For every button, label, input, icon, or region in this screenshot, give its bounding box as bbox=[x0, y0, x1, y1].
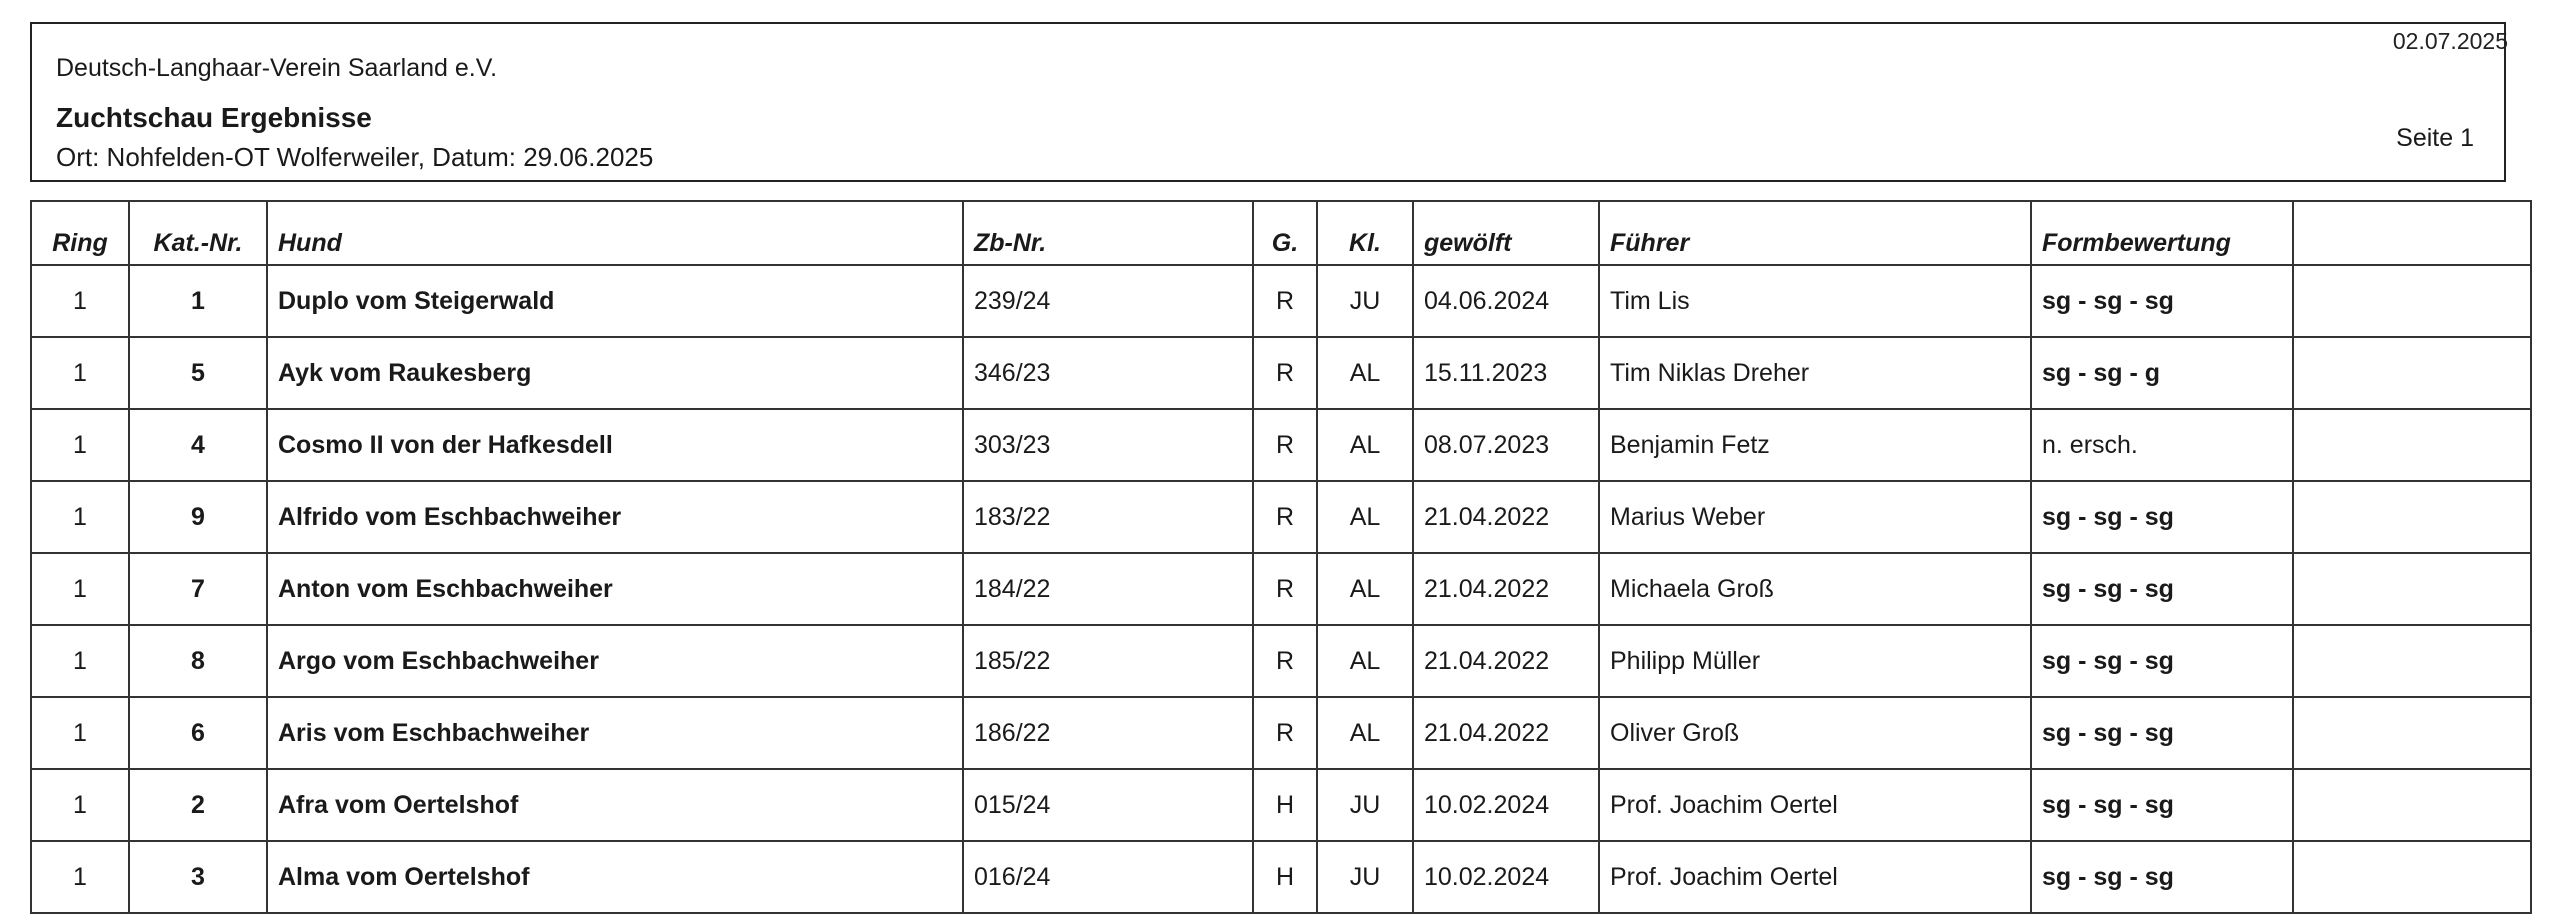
cell-ring: 1 bbox=[31, 409, 129, 481]
cell-hund: Cosmo II von der Hafkesdell bbox=[267, 409, 963, 481]
column-header-gewoelft: gewölft bbox=[1413, 201, 1599, 265]
cell-fuehrer: Oliver Groß bbox=[1599, 697, 2031, 769]
cell-extra bbox=[2293, 481, 2531, 553]
cell-formbewertung: sg - sg - sg bbox=[2031, 769, 2293, 841]
cell-klasse: JU bbox=[1317, 841, 1413, 913]
cell-formbewertung: sg - sg - sg bbox=[2031, 841, 2293, 913]
cell-formbewertung: sg - sg - g bbox=[2031, 337, 2293, 409]
cell-fuehrer: Benjamin Fetz bbox=[1599, 409, 2031, 481]
cell-geschlecht: R bbox=[1253, 265, 1317, 337]
column-header-extra bbox=[2293, 201, 2531, 265]
cell-zb-nr: 346/23 bbox=[963, 337, 1253, 409]
cell-kat-nr: 5 bbox=[129, 337, 267, 409]
table-row bbox=[31, 481, 2531, 553]
cell-zb-nr: 016/24 bbox=[963, 841, 1253, 913]
cell-zb-nr: 186/22 bbox=[963, 697, 1253, 769]
cell-zb-nr: 185/22 bbox=[963, 625, 1253, 697]
results-table bbox=[30, 200, 2532, 914]
cell-kat-nr: 4 bbox=[129, 409, 267, 481]
cell-fuehrer: Prof. Joachim Oertel bbox=[1599, 769, 2031, 841]
location-date-line: Ort: Nohfelden-OT Wolferweiler, Datum: 29.06.2025 bbox=[56, 142, 654, 172]
cell-kat-nr: 8 bbox=[129, 625, 267, 697]
cell-extra bbox=[2293, 625, 2531, 697]
cell-kat-nr: 9 bbox=[129, 481, 267, 553]
cell-kat-nr: 2 bbox=[129, 769, 267, 841]
cell-hund: Aris vom Eschbachweiher bbox=[267, 697, 963, 769]
table-row bbox=[31, 697, 2531, 769]
organization-name: Deutsch-Langhaar-Verein Saarland e.V. bbox=[56, 54, 498, 82]
table-row bbox=[31, 409, 2531, 481]
cell-geschlecht: R bbox=[1253, 625, 1317, 697]
column-header-geschlecht: G. bbox=[1253, 201, 1317, 265]
cell-formbewertung: sg - sg - sg bbox=[2031, 625, 2293, 697]
cell-ring: 1 bbox=[31, 337, 129, 409]
cell-hund: Anton vom Eschbachweiher bbox=[267, 553, 963, 625]
cell-ring: 1 bbox=[31, 481, 129, 553]
column-header-hund: Hund bbox=[267, 201, 963, 265]
cell-ring: 1 bbox=[31, 265, 129, 337]
cell-geschlecht: R bbox=[1253, 409, 1317, 481]
table-row bbox=[31, 841, 2531, 913]
cell-gewoelft: 21.04.2022 bbox=[1413, 553, 1599, 625]
cell-geschlecht: H bbox=[1253, 841, 1317, 913]
cell-ring: 1 bbox=[31, 769, 129, 841]
cell-zb-nr: 303/23 bbox=[963, 409, 1253, 481]
cell-gewoelft: 04.06.2024 bbox=[1413, 265, 1599, 337]
document-header bbox=[30, 22, 2506, 182]
cell-gewoelft: 15.11.2023 bbox=[1413, 337, 1599, 409]
print-date: 02.07.2025 bbox=[2392, 28, 2508, 54]
cell-fuehrer: Philipp Müller bbox=[1599, 625, 2031, 697]
cell-gewoelft: 21.04.2022 bbox=[1413, 481, 1599, 553]
page-number: Seite 1 bbox=[2396, 124, 2474, 152]
cell-zb-nr: 184/22 bbox=[963, 553, 1253, 625]
cell-gewoelft: 21.04.2022 bbox=[1413, 625, 1599, 697]
cell-ring: 1 bbox=[31, 841, 129, 913]
cell-kat-nr: 7 bbox=[129, 553, 267, 625]
cell-ring: 1 bbox=[31, 553, 129, 625]
cell-fuehrer: Tim Lis bbox=[1599, 265, 2031, 337]
cell-extra bbox=[2293, 265, 2531, 337]
cell-zb-nr: 015/24 bbox=[963, 769, 1253, 841]
cell-gewoelft: 10.02.2024 bbox=[1413, 769, 1599, 841]
cell-hund: Ayk vom Raukesberg bbox=[267, 337, 963, 409]
cell-ring: 1 bbox=[31, 625, 129, 697]
cell-extra bbox=[2293, 769, 2531, 841]
table-row bbox=[31, 769, 2531, 841]
table-row bbox=[31, 553, 2531, 625]
cell-kat-nr: 1 bbox=[129, 265, 267, 337]
cell-klasse: AL bbox=[1317, 481, 1413, 553]
cell-ring: 1 bbox=[31, 697, 129, 769]
cell-extra bbox=[2293, 409, 2531, 481]
cell-formbewertung: sg - sg - sg bbox=[2031, 265, 2293, 337]
cell-gewoelft: 21.04.2022 bbox=[1413, 697, 1599, 769]
cell-gewoelft: 10.02.2024 bbox=[1413, 841, 1599, 913]
cell-geschlecht: R bbox=[1253, 553, 1317, 625]
cell-hund: Duplo vom Steigerwald bbox=[267, 265, 963, 337]
cell-klasse: JU bbox=[1317, 265, 1413, 337]
cell-kat-nr: 3 bbox=[129, 841, 267, 913]
cell-klasse: AL bbox=[1317, 697, 1413, 769]
cell-geschlecht: H bbox=[1253, 769, 1317, 841]
column-header-klasse: Kl. bbox=[1317, 201, 1413, 265]
cell-formbewertung: n. ersch. bbox=[2031, 409, 2293, 481]
cell-gewoelft: 08.07.2023 bbox=[1413, 409, 1599, 481]
cell-geschlecht: R bbox=[1253, 481, 1317, 553]
cell-klasse: AL bbox=[1317, 553, 1413, 625]
cell-fuehrer: Prof. Joachim Oertel bbox=[1599, 841, 2031, 913]
cell-formbewertung: sg - sg - sg bbox=[2031, 553, 2293, 625]
cell-fuehrer: Tim Niklas Dreher bbox=[1599, 337, 2031, 409]
cell-extra bbox=[2293, 337, 2531, 409]
cell-klasse: AL bbox=[1317, 409, 1413, 481]
cell-formbewertung: sg - sg - sg bbox=[2031, 481, 2293, 553]
cell-fuehrer: Marius Weber bbox=[1599, 481, 2031, 553]
table-row bbox=[31, 337, 2531, 409]
column-header-ring: Ring bbox=[31, 201, 129, 265]
cell-fuehrer: Michaela Groß bbox=[1599, 553, 2031, 625]
cell-extra bbox=[2293, 841, 2531, 913]
table-row bbox=[31, 265, 2531, 337]
cell-zb-nr: 183/22 bbox=[963, 481, 1253, 553]
cell-klasse: AL bbox=[1317, 625, 1413, 697]
cell-hund: Alfrido vom Eschbachweiher bbox=[267, 481, 963, 553]
cell-geschlecht: R bbox=[1253, 697, 1317, 769]
column-header-formbewertung: Formbewertung bbox=[2031, 201, 2293, 265]
results-table-container bbox=[30, 200, 2530, 914]
cell-zb-nr: 239/24 bbox=[963, 265, 1253, 337]
cell-kat-nr: 6 bbox=[129, 697, 267, 769]
cell-hund: Afra vom Oertelshof bbox=[267, 769, 963, 841]
document-title: Zuchtschau Ergebnisse bbox=[56, 102, 372, 133]
cell-klasse: AL bbox=[1317, 337, 1413, 409]
table-row bbox=[31, 625, 2531, 697]
column-header-kat-nr: Kat.-Nr. bbox=[129, 201, 267, 265]
cell-geschlecht: R bbox=[1253, 337, 1317, 409]
table-header-row bbox=[31, 201, 2531, 265]
cell-extra bbox=[2293, 697, 2531, 769]
cell-hund: Argo vom Eschbachweiher bbox=[267, 625, 963, 697]
cell-hund: Alma vom Oertelshof bbox=[267, 841, 963, 913]
cell-formbewertung: sg - sg - sg bbox=[2031, 697, 2293, 769]
cell-klasse: JU bbox=[1317, 769, 1413, 841]
column-header-zb-nr: Zb-Nr. bbox=[963, 201, 1253, 265]
cell-extra bbox=[2293, 553, 2531, 625]
column-header-fuehrer: Führer bbox=[1599, 201, 2031, 265]
